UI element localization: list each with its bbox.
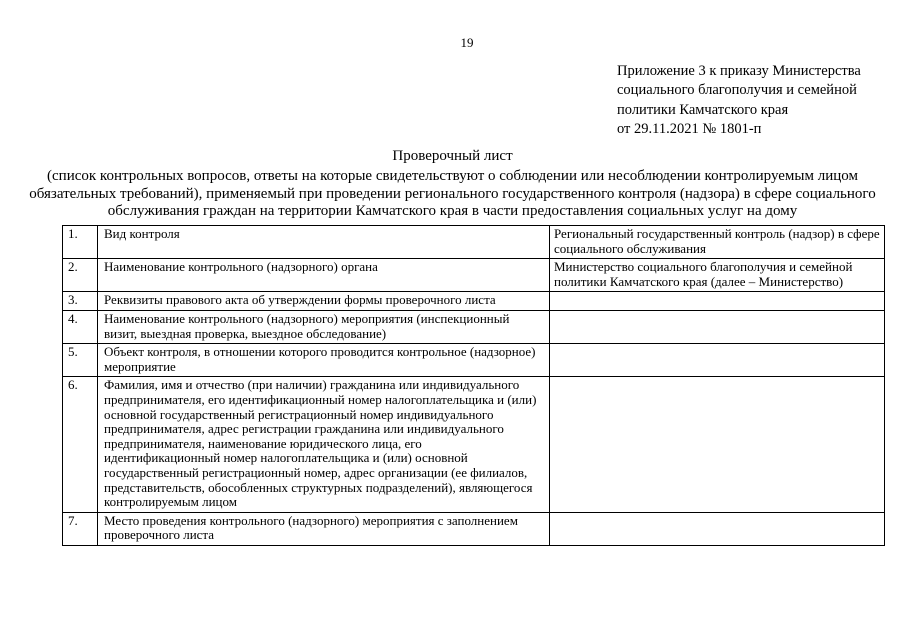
question-cell: Наименование контрольного (надзорного) мероприятия (инспекционный визит, выездная проверка, выездное обследование) <box>98 310 550 343</box>
table-row <box>63 292 885 311</box>
annex-block <box>617 62 861 139</box>
table-row <box>63 226 885 259</box>
answer-cell: Министерство социального благополучия и семейной политики Камчатского края (далее – Министерство) <box>550 259 885 292</box>
table-row <box>63 310 885 343</box>
row-number-cell: 7. <box>63 512 98 545</box>
answer-cell <box>550 292 885 311</box>
row-number-cell: 2. <box>63 259 98 292</box>
page-number: 19 <box>460 35 474 50</box>
row-number-cell: 5. <box>63 344 98 377</box>
question-cell: Наименование контрольного (надзорного) органа <box>98 259 550 292</box>
answer-cell <box>550 512 885 545</box>
row-number-cell: 6. <box>63 377 98 512</box>
annex-line: социального благополучия и семейной <box>617 82 857 99</box>
answer-cell <box>550 377 885 512</box>
table-row <box>63 259 885 292</box>
document-subtitle: (список контрольных вопросов, ответы на которые свидетельствуют о соблюдении или несоблюдении контролируемым лицом обязательных требований), применяемый при проведении регионального государственного контроля (надзора) в сфере социального обслуживания граждан на территории Камчатского края в части предоставления социальных услуг на дому <box>29 168 876 220</box>
question-cell: Объект контроля, в отношении которого проводится контрольное (надзорное) мероприятие <box>98 344 550 377</box>
table-row <box>63 344 885 377</box>
answer-cell <box>550 310 885 343</box>
answer-cell <box>550 344 885 377</box>
document-title: Проверочный лист <box>392 148 513 164</box>
question-cell: Место проведения контрольного (надзорного) мероприятия с заполнением проверочного листа <box>98 512 550 545</box>
row-number-cell: 1. <box>63 226 98 259</box>
answer-cell: Региональный государственный контроль (надзор) в сфере социального обслуживания <box>550 226 885 259</box>
question-cell: Фамилия, имя и отчество (при наличии) гражданина или индивидуального предпринимателя, его идентификационный номер налогоплательщика и (или) основной государственный регистрационный номер индивидуального предпринимателя, адрес регистрации гражданина или индивидуального предпринимателя, наименование юридического лица, его идентификационный номер налогоплательщика и (или) основной государственный регистрационный номер, адрес организации (ее филиалов, представительств, обособленных структурных подразделений), являющегося контролируемым лицом <box>98 377 550 512</box>
annex-line: от 29.11.2021 № 1801-п <box>617 120 762 137</box>
checklist-table <box>62 225 885 546</box>
table-row <box>63 512 885 545</box>
annex-line: политики Камчатского края <box>617 101 789 118</box>
row-number-cell: 4. <box>63 310 98 343</box>
annex-line: Приложение 3 к приказу Министерства <box>617 63 861 79</box>
question-cell: Реквизиты правового акта об утверждении формы проверочного листа <box>98 292 550 311</box>
row-number-cell: 3. <box>63 292 98 311</box>
table-row <box>63 377 885 512</box>
question-cell: Вид контроля <box>98 226 550 259</box>
